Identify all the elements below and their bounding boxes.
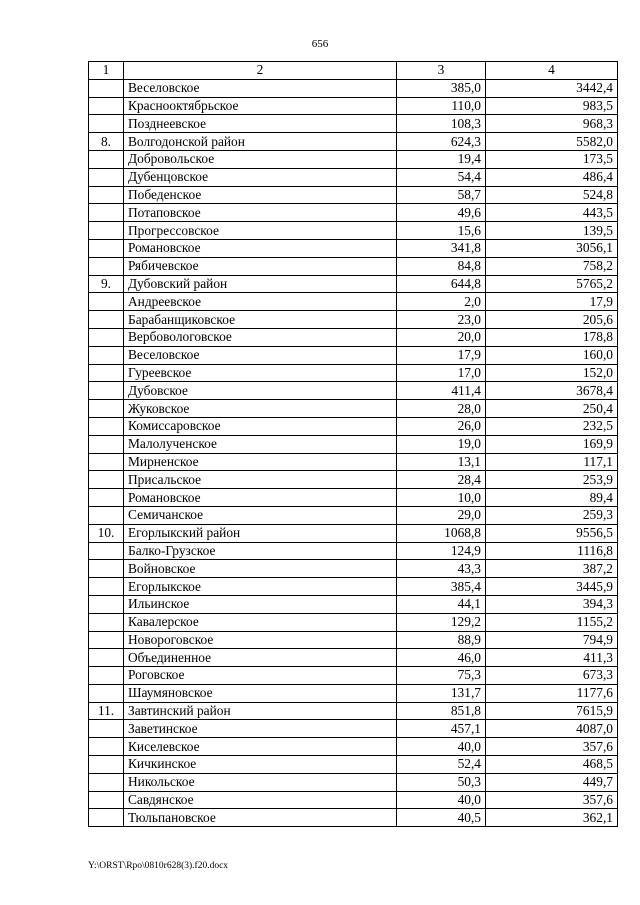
row-name-cell: Завтинский район	[124, 702, 397, 720]
row-name-cell: Малолученское	[124, 435, 397, 453]
table-row	[89, 186, 618, 204]
table-body	[89, 62, 618, 827]
row-number-cell	[89, 471, 124, 489]
row-name-cell: Прогрессовское	[124, 222, 397, 240]
table-row	[89, 400, 618, 418]
row-number-cell	[89, 756, 124, 774]
row-name-cell: Савдянское	[124, 791, 397, 809]
row-name-cell: Кичкинское	[124, 756, 397, 774]
row-name-cell: Войновское	[124, 560, 397, 578]
row-number-cell	[89, 168, 124, 186]
row-value-col4-cell: 968,3	[486, 115, 618, 133]
row-value-col3-cell: 124,9	[397, 542, 486, 560]
row-value-col3-cell: 58,7	[397, 186, 486, 204]
table-row	[89, 435, 618, 453]
row-number-cell	[89, 222, 124, 240]
row-number-cell	[89, 364, 124, 382]
row-name-cell: Романовское	[124, 489, 397, 507]
row-name-cell: Веселовское	[124, 79, 397, 97]
table-row	[89, 791, 618, 809]
row-name-cell: Комиссаровское	[124, 417, 397, 435]
row-value-col3-cell: 40,5	[397, 809, 486, 827]
row-name-cell: Веселовское	[124, 346, 397, 364]
row-value-col3-cell: 23,0	[397, 311, 486, 329]
row-value-col4-cell: 232,5	[486, 417, 618, 435]
row-value-col3-cell: 84,8	[397, 257, 486, 275]
row-value-col4-cell: 173,5	[486, 150, 618, 168]
row-number-cell	[89, 400, 124, 418]
row-value-col4-cell: 758,2	[486, 257, 618, 275]
row-value-col4-cell: 387,2	[486, 560, 618, 578]
row-name-cell: Потаповское	[124, 204, 397, 222]
row-value-col3-cell: 17,0	[397, 364, 486, 382]
row-value-col3-cell: 75,3	[397, 667, 486, 685]
table-row	[89, 809, 618, 827]
table-row	[89, 204, 618, 222]
row-name-cell: Волгодонской район	[124, 133, 397, 151]
row-value-col3-cell: 385,4	[397, 578, 486, 596]
row-name-cell: Семичанское	[124, 506, 397, 524]
table-header-row	[89, 62, 618, 80]
table-row	[89, 702, 618, 720]
row-value-col3-cell: 2,0	[397, 293, 486, 311]
row-value-col3-cell: 40,0	[397, 791, 486, 809]
row-number-cell	[89, 684, 124, 702]
table-row	[89, 773, 618, 791]
row-number-cell	[89, 150, 124, 168]
row-name-cell: Дубовский район	[124, 275, 397, 293]
row-value-col3-cell: 1068,8	[397, 524, 486, 542]
row-value-col4-cell: 89,4	[486, 489, 618, 507]
row-number-cell	[89, 204, 124, 222]
row-number-cell	[89, 595, 124, 613]
row-name-cell: Добровольское	[124, 150, 397, 168]
row-number-cell	[89, 578, 124, 596]
row-value-col4-cell: 443,5	[486, 204, 618, 222]
row-name-cell: Новороговское	[124, 631, 397, 649]
table-row	[89, 738, 618, 756]
row-value-col4-cell: 253,9	[486, 471, 618, 489]
row-value-col3-cell: 49,6	[397, 204, 486, 222]
header-cell-2: 2	[124, 62, 397, 80]
row-value-col3-cell: 108,3	[397, 115, 486, 133]
table-row	[89, 720, 618, 738]
row-value-col4-cell: 794,9	[486, 631, 618, 649]
row-name-cell: Дубовское	[124, 382, 397, 400]
table-row	[89, 684, 618, 702]
row-value-col3-cell: 385,0	[397, 79, 486, 97]
row-name-cell: Андреевское	[124, 293, 397, 311]
row-number-cell: 11.	[89, 702, 124, 720]
row-value-col3-cell: 26,0	[397, 417, 486, 435]
row-value-col3-cell: 54,4	[397, 168, 486, 186]
row-value-col4-cell: 449,7	[486, 773, 618, 791]
row-name-cell: Победенское	[124, 186, 397, 204]
row-name-cell: Романовское	[124, 239, 397, 257]
table-row	[89, 489, 618, 507]
row-value-col4-cell: 3445,9	[486, 578, 618, 596]
row-value-col4-cell: 152,0	[486, 364, 618, 382]
row-value-col4-cell: 411,3	[486, 649, 618, 667]
row-value-col3-cell: 43,3	[397, 560, 486, 578]
row-value-col4-cell: 486,4	[486, 168, 618, 186]
row-value-col3-cell: 15,6	[397, 222, 486, 240]
row-value-col3-cell: 46,0	[397, 649, 486, 667]
row-value-col4-cell: 250,4	[486, 400, 618, 418]
row-name-cell: Мирненское	[124, 453, 397, 471]
row-number-cell	[89, 435, 124, 453]
row-value-col4-cell: 160,0	[486, 346, 618, 364]
row-number-cell	[89, 791, 124, 809]
row-number-cell	[89, 328, 124, 346]
row-value-col4-cell: 983,5	[486, 97, 618, 115]
row-name-cell: Балко-Грузское	[124, 542, 397, 560]
row-name-cell: Заветинское	[124, 720, 397, 738]
row-value-col4-cell: 524,8	[486, 186, 618, 204]
table-row	[89, 115, 618, 133]
table-row	[89, 578, 618, 596]
table-row	[89, 560, 618, 578]
table-row	[89, 524, 618, 542]
row-value-col4-cell: 3678,4	[486, 382, 618, 400]
header-cell-4: 4	[486, 62, 618, 80]
table-row	[89, 364, 618, 382]
row-number-cell	[89, 417, 124, 435]
header-cell-3: 3	[397, 62, 486, 80]
row-number-cell	[89, 542, 124, 560]
row-number-cell	[89, 738, 124, 756]
row-value-col3-cell: 17,9	[397, 346, 486, 364]
table-row	[89, 311, 618, 329]
row-value-col4-cell: 5765,2	[486, 275, 618, 293]
row-value-col3-cell: 411,4	[397, 382, 486, 400]
row-value-col4-cell: 3056,1	[486, 239, 618, 257]
row-number-cell	[89, 79, 124, 97]
row-value-col3-cell: 851,8	[397, 702, 486, 720]
row-value-col4-cell: 357,6	[486, 791, 618, 809]
page-number: 656	[311, 38, 329, 50]
row-number-cell	[89, 97, 124, 115]
file-path-footer: Y:\ORST\Rpo\0810r628(3).f20.docx	[88, 861, 229, 871]
row-name-cell: Рябичевское	[124, 257, 397, 275]
header-cell-1: 1	[89, 62, 124, 80]
table-row	[89, 150, 618, 168]
row-value-col4-cell: 468,5	[486, 756, 618, 774]
row-value-col4-cell: 17,9	[486, 293, 618, 311]
row-name-cell: Вербовологовское	[124, 328, 397, 346]
row-number-cell	[89, 773, 124, 791]
table-row	[89, 346, 618, 364]
row-value-col3-cell: 457,1	[397, 720, 486, 738]
row-name-cell: Тюльпановское	[124, 809, 397, 827]
table-row	[89, 79, 618, 97]
row-value-col3-cell: 110,0	[397, 97, 486, 115]
row-name-cell: Дубенцовское	[124, 168, 397, 186]
row-value-col3-cell: 44,1	[397, 595, 486, 613]
row-value-col4-cell: 4087,0	[486, 720, 618, 738]
table-row	[89, 631, 618, 649]
row-value-col4-cell: 169,9	[486, 435, 618, 453]
row-value-col4-cell: 673,3	[486, 667, 618, 685]
row-number-cell	[89, 239, 124, 257]
row-name-cell: Барабанщиковское	[124, 311, 397, 329]
row-number-cell: 10.	[89, 524, 124, 542]
row-value-col3-cell: 29,0	[397, 506, 486, 524]
row-number-cell	[89, 720, 124, 738]
row-name-cell: Гуреевское	[124, 364, 397, 382]
row-number-cell	[89, 186, 124, 204]
table-row	[89, 542, 618, 560]
table-row	[89, 222, 618, 240]
row-name-cell: Никольское	[124, 773, 397, 791]
row-name-cell: Егорлыкский район	[124, 524, 397, 542]
row-value-col4-cell: 7615,9	[486, 702, 618, 720]
row-number-cell	[89, 506, 124, 524]
row-value-col3-cell: 131,7	[397, 684, 486, 702]
row-value-col3-cell: 52,4	[397, 756, 486, 774]
table-row	[89, 133, 618, 151]
row-name-cell: Присальское	[124, 471, 397, 489]
table-row	[89, 613, 618, 631]
row-name-cell: Жуковское	[124, 400, 397, 418]
row-value-col4-cell: 357,6	[486, 738, 618, 756]
row-name-cell: Роговское	[124, 667, 397, 685]
row-value-col3-cell: 624,3	[397, 133, 486, 151]
row-value-col3-cell: 28,4	[397, 471, 486, 489]
table-row	[89, 756, 618, 774]
row-name-cell: Егорлыкское	[124, 578, 397, 596]
row-name-cell: Позднеевское	[124, 115, 397, 133]
table-row	[89, 239, 618, 257]
row-number-cell	[89, 809, 124, 827]
row-value-col4-cell: 139,5	[486, 222, 618, 240]
table-row	[89, 667, 618, 685]
row-value-col3-cell: 50,3	[397, 773, 486, 791]
table-row	[89, 649, 618, 667]
row-number-cell	[89, 382, 124, 400]
row-value-col4-cell: 5582,0	[486, 133, 618, 151]
row-value-col4-cell: 178,8	[486, 328, 618, 346]
row-value-col3-cell: 644,8	[397, 275, 486, 293]
row-number-cell	[89, 631, 124, 649]
table-row	[89, 453, 618, 471]
table-row	[89, 97, 618, 115]
row-value-col3-cell: 88,9	[397, 631, 486, 649]
row-number-cell	[89, 257, 124, 275]
row-number-cell	[89, 667, 124, 685]
row-value-col4-cell: 205,6	[486, 311, 618, 329]
row-value-col4-cell: 362,1	[486, 809, 618, 827]
table-row	[89, 506, 618, 524]
table-row	[89, 168, 618, 186]
table-row	[89, 328, 618, 346]
row-number-cell: 8.	[89, 133, 124, 151]
row-value-col3-cell: 20,0	[397, 328, 486, 346]
row-value-col3-cell: 10,0	[397, 489, 486, 507]
row-number-cell	[89, 649, 124, 667]
row-name-cell: Шаумяновское	[124, 684, 397, 702]
row-value-col3-cell: 28,0	[397, 400, 486, 418]
table-row	[89, 275, 618, 293]
row-number-cell	[89, 489, 124, 507]
row-number-cell	[89, 346, 124, 364]
row-name-cell: Краснооктябрьское	[124, 97, 397, 115]
row-value-col3-cell: 341,8	[397, 239, 486, 257]
table-row	[89, 417, 618, 435]
row-value-col4-cell: 259,3	[486, 506, 618, 524]
row-name-cell: Объединенное	[124, 649, 397, 667]
row-value-col4-cell: 117,1	[486, 453, 618, 471]
table-row	[89, 257, 618, 275]
row-value-col3-cell: 13,1	[397, 453, 486, 471]
row-name-cell: Киселевское	[124, 738, 397, 756]
row-name-cell: Ильинское	[124, 595, 397, 613]
row-value-col3-cell: 19,4	[397, 150, 486, 168]
row-number-cell	[89, 311, 124, 329]
table-row	[89, 382, 618, 400]
row-value-col3-cell: 129,2	[397, 613, 486, 631]
row-number-cell	[89, 560, 124, 578]
table-row	[89, 595, 618, 613]
row-value-col4-cell: 1155,2	[486, 613, 618, 631]
row-value-col4-cell: 1177,6	[486, 684, 618, 702]
row-value-col4-cell: 3442,4	[486, 79, 618, 97]
row-number-cell	[89, 293, 124, 311]
row-value-col4-cell: 394,3	[486, 595, 618, 613]
row-number-cell	[89, 453, 124, 471]
row-number-cell	[89, 613, 124, 631]
data-table	[88, 61, 618, 827]
row-name-cell: Кавалерское	[124, 613, 397, 631]
row-value-col3-cell: 40,0	[397, 738, 486, 756]
row-value-col4-cell: 9556,5	[486, 524, 618, 542]
row-value-col4-cell: 1116,8	[486, 542, 618, 560]
row-value-col3-cell: 19,0	[397, 435, 486, 453]
row-number-cell	[89, 115, 124, 133]
table-row	[89, 471, 618, 489]
table-row	[89, 293, 618, 311]
row-number-cell: 9.	[89, 275, 124, 293]
